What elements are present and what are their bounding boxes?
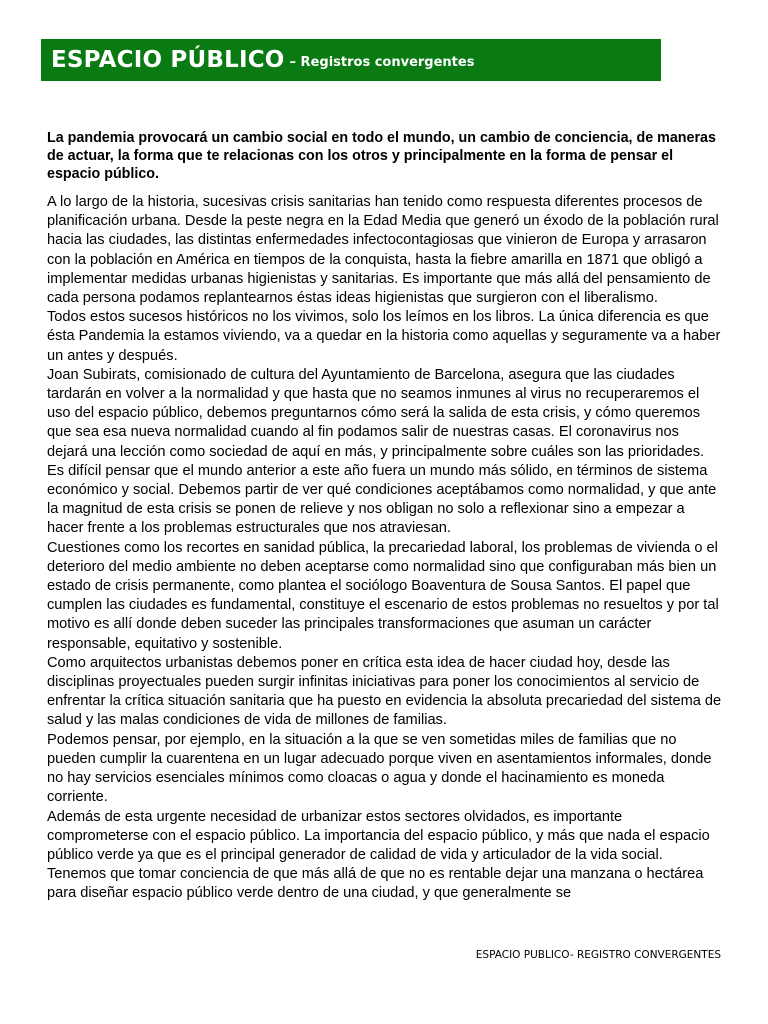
body-paragraph-3: Joan Subirats, comisionado de cultura del Ayuntamiento de Barcelona, asegura que las ciudades tardarán en volver a la normalidad y que hasta que no seamos inmunes al virus no recuperaremos el uso del espacio público, debemos preguntarnos cómo será la salida de esta crisis, y cómo queremos que sea esa nueva normalidad cuando al fin podamos salir de nuestras casas. El coronavirus nos dejará una lección como sociedad de aquí en más, y principalmente sobre cuáles son las prioridades.: [47, 366, 705, 460]
page-title: ESPACIO PÚBLICO: [51, 47, 285, 73]
body-paragraph-4: Es difícil pensar que el mundo anterior a este año fuera un mundo más sólido, en términos de sistema económico y social. Debemos partir de ver qué condiciones aceptábamos como normalidad, y que ante la magnitud de esta crisis se ponen de relieve y nos obligan no solo a reflexionar sino a empezar a hacer frente a los problemas estructurales que nos atraviesan.: [47, 462, 717, 537]
body-paragraph-6: Como arquitectos urbanistas debemos poner en crítica esta idea de hacer ciudad hoy, desde las disciplinas proyectuales pueden surgir infinitas iniciativas para poner los conocimientos al servicio de enfrentar la crítica situación sanitaria que ha puesto en evidencia la absoluta precariedad del sistema de salud y las malas condiciones de vida de millones de familias.: [47, 654, 722, 729]
body-paragraph-8: Además de esta urgente necesidad de urbanizar estos sectores olvidados, es importante comprometerse con el espacio público. La importancia del espacio público, y más que nada el espacio público verde ya que es el principal generador de calidad de vida y articulador de la vida social. Tenemos que tomar conciencia de que más allá de que no es rentable dejar una manzana o hectárea para diseñar espacio público verde dentro de una ciudad, y que generalmente se: [47, 808, 710, 902]
lead-paragraph: La pandemia provocará un cambio social en todo el mundo, un cambio de conciencia, de maneras de actuar, la forma que te relacionas con los otros y principalmente en la forma de pensar el espacio público.: [47, 130, 716, 182]
page-footer: ESPACIO PUBLICO- REGISTRO CONVERGENTES: [475, 949, 721, 961]
body-paragraph-7: Podemos pensar, por ejemplo, en la situación a la que se ven sometidas miles de familias que no pueden cumplir la cuarentena en un lugar adecuado porque viven en asentamientos informales, donde no hay servicios esenciales mínimos como cloacas o agua y donde el hacinamiento es moneda corriente.: [47, 731, 712, 806]
article-body: [47, 129, 722, 904]
body-paragraph-2: Todos estos sucesos históricos no los vivimos, solo los leímos en los libros. La única diferencia es que ésta Pandemia la estamos viviendo, va a quedar en la historia como aquellas y seguramente va a haber un antes y después.: [47, 309, 721, 364]
body-paragraph-5: Cuestiones como los recortes en sanidad pública, la precariedad laboral, los problemas de vivienda o el deterioro del medio ambiente no deben aceptarse como normalidad sino que configuraban más bien un estado de crisis permanente, como plantea el sociólogo Boaventura de Sousa Santos. El papel que cumplen las ciudades es fundamental, constituye el escenario de estos problemas no resueltos y por tal motivo es allí donde deben suceder las principales transformaciones que asuman un carácter responsable, equitativo y sostenible.: [47, 539, 719, 652]
page-subtitle: – Registros convergentes: [289, 54, 475, 70]
header-banner: [41, 39, 661, 81]
body-paragraph-1: A lo largo de la historia, sucesivas crisis sanitarias han tenido como respuesta diferentes procesos de planificación urbana. Desde la peste negra en la Edad Media que generó un éxodo de la población rural hacia las ciudades, las distintas enfermedades infectocontagiosas que vinieron de Europa y arrasaron con la población en América en tiempos de la conquista, hasta la fiebre amarilla en 1871 que obligó a implementar medidas urbanas higienistas y sanitarias. Es importante que más allá del pensamiento de cada persona podamos replantearnos éstas ideas higienistas que surgieron con el liberalismo.: [47, 194, 719, 307]
